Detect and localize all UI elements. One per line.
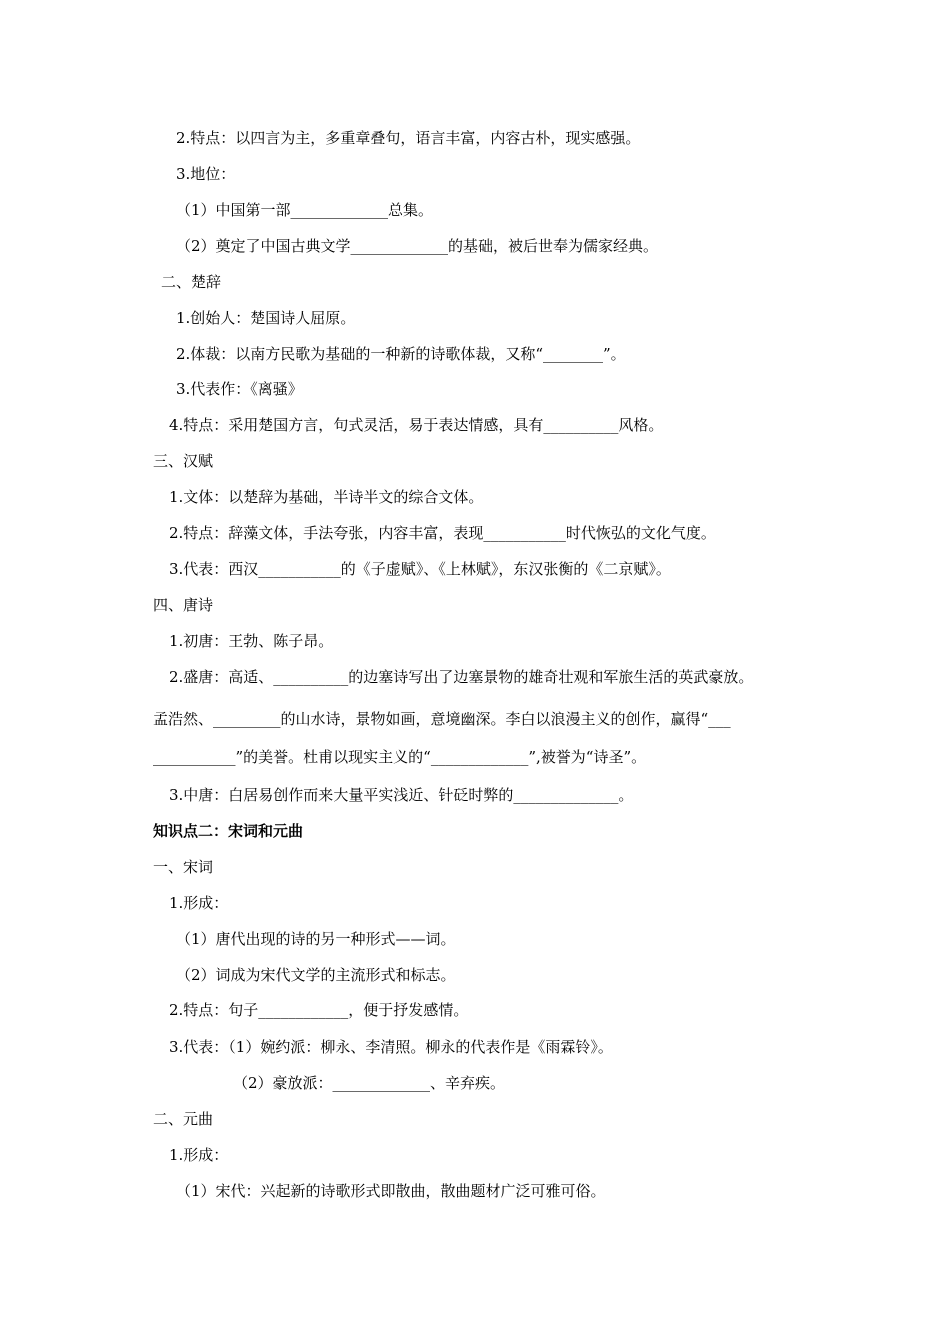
- blank-line: 4.特点：采用楚国方言，句式灵活，易于表达情感，具有__________风格。: [169, 416, 664, 434]
- blank-line: 2.体裁：以南方民歌为基础的一种新的诗歌体裁，又称“________”。: [176, 345, 626, 363]
- text-line: 1.初唐：王勃、陈子昂。: [169, 632, 334, 650]
- section-heading: 二、元曲: [153, 1110, 214, 1128]
- text-line: （2）词成为宋代文学的主流形式和标志。: [176, 966, 456, 984]
- blank-line: ___________”的美誉。杜甫以现实主义的“_____________”,被誉为“诗圣”。: [153, 748, 647, 766]
- blank-line: 3.代表：西汉___________的《子虚赋》、《上林赋》，东汉张衡的《二京赋》。: [169, 560, 671, 578]
- blank-line: 2.特点：句子____________，便于抒发感情。: [169, 1001, 469, 1019]
- text-line: 1.创始人：楚国诗人屈原。: [176, 309, 356, 327]
- text-line: （1）唐代出现的诗的另一种形式——词。: [176, 930, 456, 948]
- blank-line: 2.特点：辞藻文体，手法夸张，内容丰富，表现___________时代恢弘的文化气度。: [169, 524, 716, 542]
- blank-line: 孟浩然、_________的山水诗，景物如画，意境幽深。李白以浪漫主义的创作，赢得“___: [153, 710, 731, 728]
- blank-line: （2）豪放派：_____________、辛弃疾。: [233, 1074, 506, 1092]
- text-line: 1.形成：: [169, 1146, 229, 1164]
- knowledge-point-heading: 知识点二：宋词和元曲: [153, 822, 304, 840]
- blank-line: 3.中唐：白居易创作而来大量平实浅近、针砭时弊的______________。: [169, 786, 634, 804]
- section-heading: 三、汉赋: [153, 452, 214, 470]
- blank-line: 2.盛唐：高适、__________的边塞诗写出了边塞景物的雄奇壮观和军旅生活的英武豪放。: [169, 668, 754, 686]
- blank-line: （1）中国第一部_____________总集。: [176, 201, 434, 219]
- text-line: 1.文体：以楚辞为基础，半诗半文的综合文体。: [169, 488, 484, 506]
- section-heading: 二、楚辞: [161, 273, 222, 291]
- text-line: （1）宋代：兴起新的诗歌形式即散曲，散曲题材广泛可雅可俗。: [176, 1182, 606, 1200]
- blank-line: （2）奠定了中国古典文学_____________的基础，被后世奉为儒家经典。: [176, 237, 659, 255]
- text-line: 3.地位：: [176, 165, 236, 183]
- text-line: 3.代表作：《离骚》: [176, 380, 303, 398]
- text-line: 1.形成：: [169, 894, 229, 912]
- text-line: 2.特点：以四言为主，多重章叠句，语言丰富，内容古朴，现实感强。: [176, 129, 641, 147]
- text-line: 3.代表：（1）婉约派：柳永、李清照。柳永的代表作是《雨霖铃》。: [169, 1038, 613, 1056]
- section-heading: 一、宋词: [153, 858, 214, 876]
- section-heading: 四、唐诗: [153, 596, 214, 614]
